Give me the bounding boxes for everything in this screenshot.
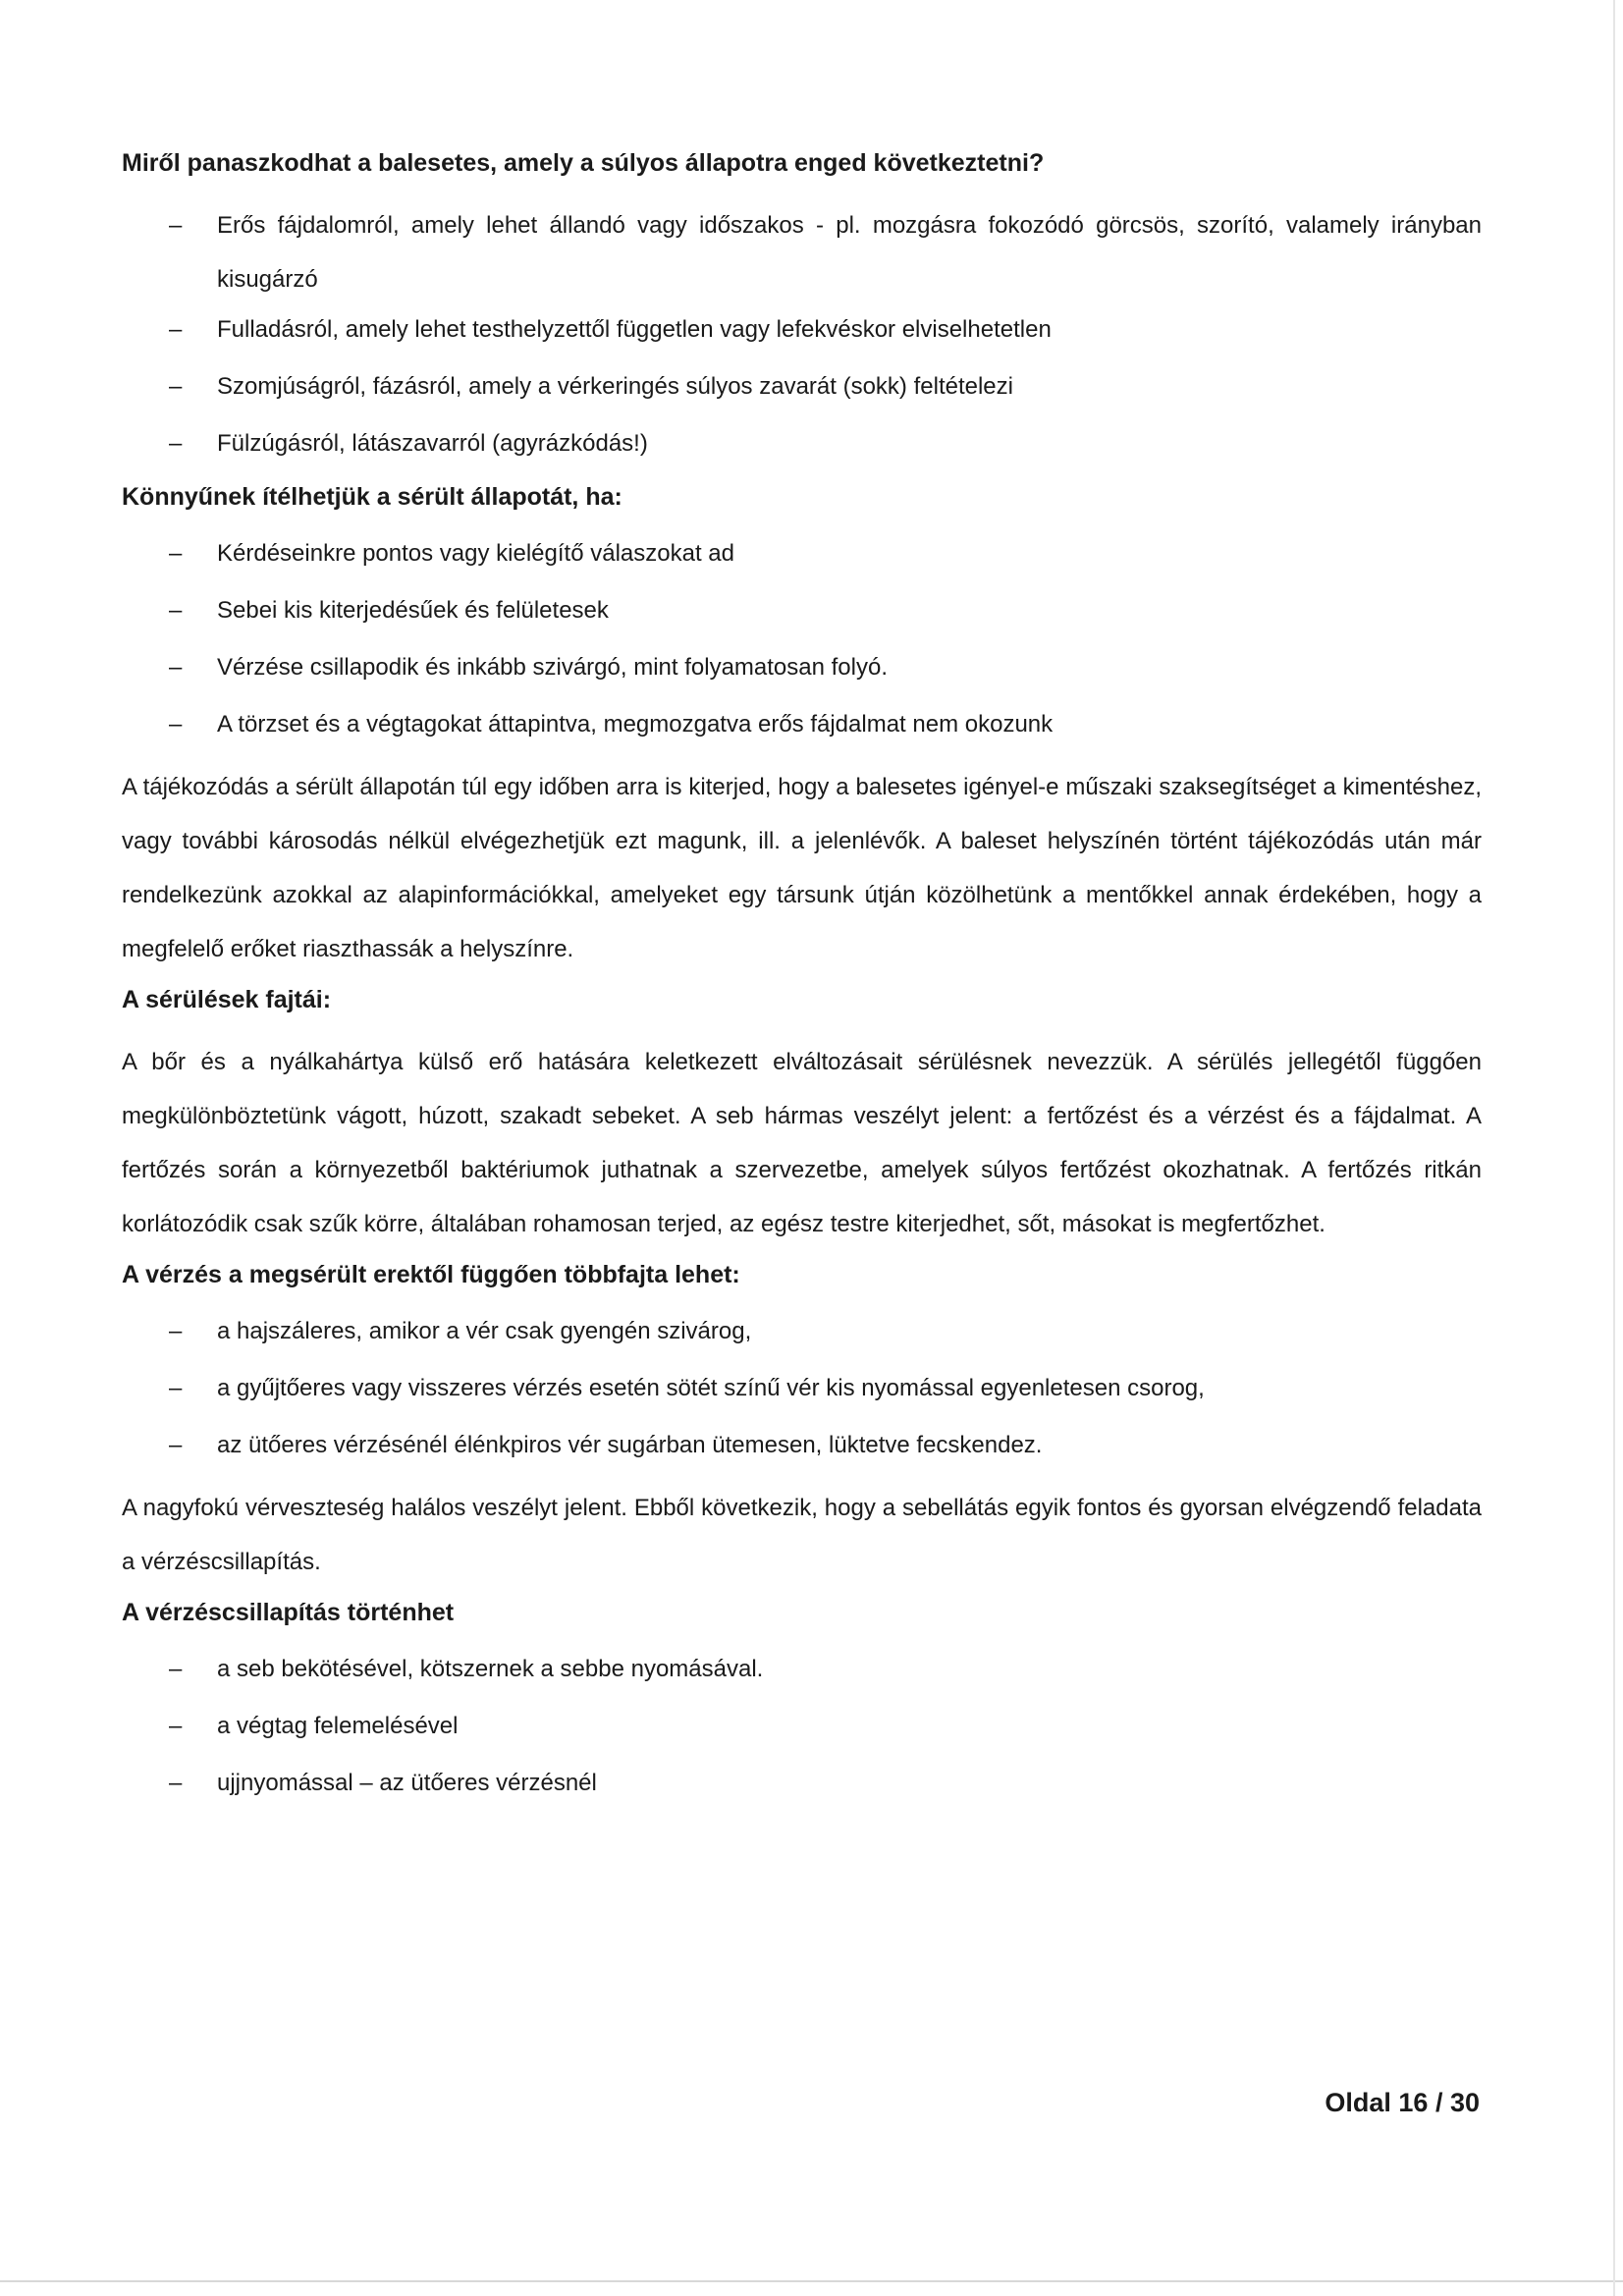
list-item <box>122 1648 1482 1691</box>
dash-bullet: – <box>169 1713 183 1739</box>
list-item-text: Fulladásról, amely lehet testhelyzettől független vagy lefekvéskor elviselhetetlen <box>217 316 1052 343</box>
section-heading-bleeding-types: A vérzés a megsérült erektől függően többfajta lehet: <box>122 1261 740 1288</box>
section-heading-mild-condition: Könnyűnek ítélhetjük a sérült állapotát, ha: <box>122 483 622 511</box>
dash-bullet: – <box>169 212 183 239</box>
scan-edge-divider <box>1613 0 1615 2296</box>
orientation-paragraph: A tájékozódás a sérült állapotán túl egy időben arra is kiterjed, hogy a balesetes igényel-e műszaki szaksegítséget a kimentéshez, vagy további károsodás nélkül elvégezhetjük ezt magunk, ill. a jelenlévők. A baleset helyszínén történt tájékozódás után már rendelkezünk azokkal az alapinformációkkal, amelyeket egy társunk útján közölhetünk a mentőkkel annak érdekében, hogy a megfelelő erőket riaszthassák a helyszínre. <box>122 774 1482 962</box>
list-item-text: A törzset és a végtagokat áttapintva, megmozgatva erős fájdalmat nem okozunk <box>217 711 1054 738</box>
list-item-text: Kérdéseinkre pontos vagy kielégítő válaszokat ad <box>217 540 734 567</box>
list-item <box>122 703 1482 746</box>
dash-bullet: – <box>169 597 183 624</box>
list-item <box>122 308 1482 352</box>
dash-bullet: – <box>169 540 183 567</box>
list-item <box>122 589 1482 632</box>
list-item-text: Vérzése csillapodik és inkább szivárgó, mint folyamatosan folyó. <box>217 654 888 681</box>
section-heading-injury-types: A sérülések fajtái: <box>122 986 332 1013</box>
dash-bullet: – <box>169 1432 183 1458</box>
list-item-text: Sebei kis kiterjedésűek és felületesek <box>217 597 609 624</box>
list-item-text: a gyűjtőeres vagy visszeres vérzés esetén sötét színű vér kis nyomással egyenletesen csorog, <box>217 1375 1205 1401</box>
list-item <box>122 1424 1482 1467</box>
list-item-text: Fülzúgásról, látászavarról (agyrázkódás!) <box>217 430 648 457</box>
injury-types-paragraph: A bőr és a nyálkahártya külső erő hatására keletkezett elváltozásait sérülésnek nevezzük. A sérülés jellegétől függően megkülönböztetünk vágott, húzott, szakadt sebeket. A seb hármas veszélyt jelent: a fertőzést és a vérzést és a fájdalmat. A fertőzés során a környezetből baktériumok juthatnak a szervezetbe, amelyek súlyos fertőzést okozhatnak. A fertőzés ritkán korlátozódik csak szűk körre, általában rohamosan terjed, az egész testre kiterjedhet, sőt, másokat is megfertőzhet. <box>122 1049 1482 1237</box>
dash-bullet: – <box>169 711 183 738</box>
dash-bullet: – <box>169 1375 183 1401</box>
list-item <box>122 532 1482 575</box>
dash-bullet: – <box>169 373 183 400</box>
complaints-list <box>122 198 1482 465</box>
page-content <box>122 145 1482 1819</box>
bleeding-control-list <box>122 1648 1482 1805</box>
list-item-text: az ütőeres vérzésénél élénkpiros vér sugárban ütemesen, lüktetve fecskendez. <box>217 1432 1043 1458</box>
mild-condition-list <box>122 532 1482 746</box>
bleeding-types-list <box>122 1310 1482 1467</box>
list-item <box>122 1762 1482 1805</box>
blood-loss-paragraph: A nagyfokú vérveszteség halálos veszélyt jelent. Ebből következik, hogy a sebellátás egyik fontos és gyorsan elvégzendő feladata a vérzéscsillapítás. <box>122 1495 1482 1575</box>
list-item-text: a hajszáleres, amikor a vér csak gyengén szivárog, <box>217 1318 752 1344</box>
list-item-text: a seb bekötésével, kötszernek a sebbe nyomásával. <box>217 1656 764 1682</box>
dash-bullet: – <box>169 1318 183 1344</box>
dash-bullet: – <box>169 316 183 343</box>
dash-bullet: – <box>169 654 183 681</box>
list-item <box>122 1310 1482 1353</box>
scan-edge-divider <box>0 2280 1623 2282</box>
list-item-text: Szomjúságról, fázásról, amely a vérkeringés súlyos zavarát (sokk) feltételezi <box>217 373 1013 400</box>
list-item <box>122 198 1482 306</box>
dash-bullet: – <box>169 1770 183 1796</box>
list-item <box>122 1367 1482 1410</box>
list-item-text: ujjnyomással – az ütőeres vérzésnél <box>217 1770 597 1796</box>
section-heading-complaints: Miről panaszkodhat a balesetes, amely a súlyos állapotra enged következtetni? <box>122 149 1045 177</box>
dash-bullet: – <box>169 1656 183 1682</box>
list-item-text: Erős fájdalomról, amely lehet állandó vagy időszakos - pl. mozgásra fokozódó görcsös, szorító, valamely irányban kisugárzó <box>217 212 1482 293</box>
section-heading-bleeding-control: A vérzéscsillapítás történhet <box>122 1599 455 1626</box>
page-number: Oldal 16 / 30 <box>1325 2088 1480 2117</box>
list-item <box>122 1705 1482 1748</box>
list-item <box>122 646 1482 689</box>
dash-bullet: – <box>169 430 183 457</box>
list-item-text: a végtag felemelésével <box>217 1713 459 1739</box>
list-item <box>122 422 1482 465</box>
list-item <box>122 365 1482 409</box>
